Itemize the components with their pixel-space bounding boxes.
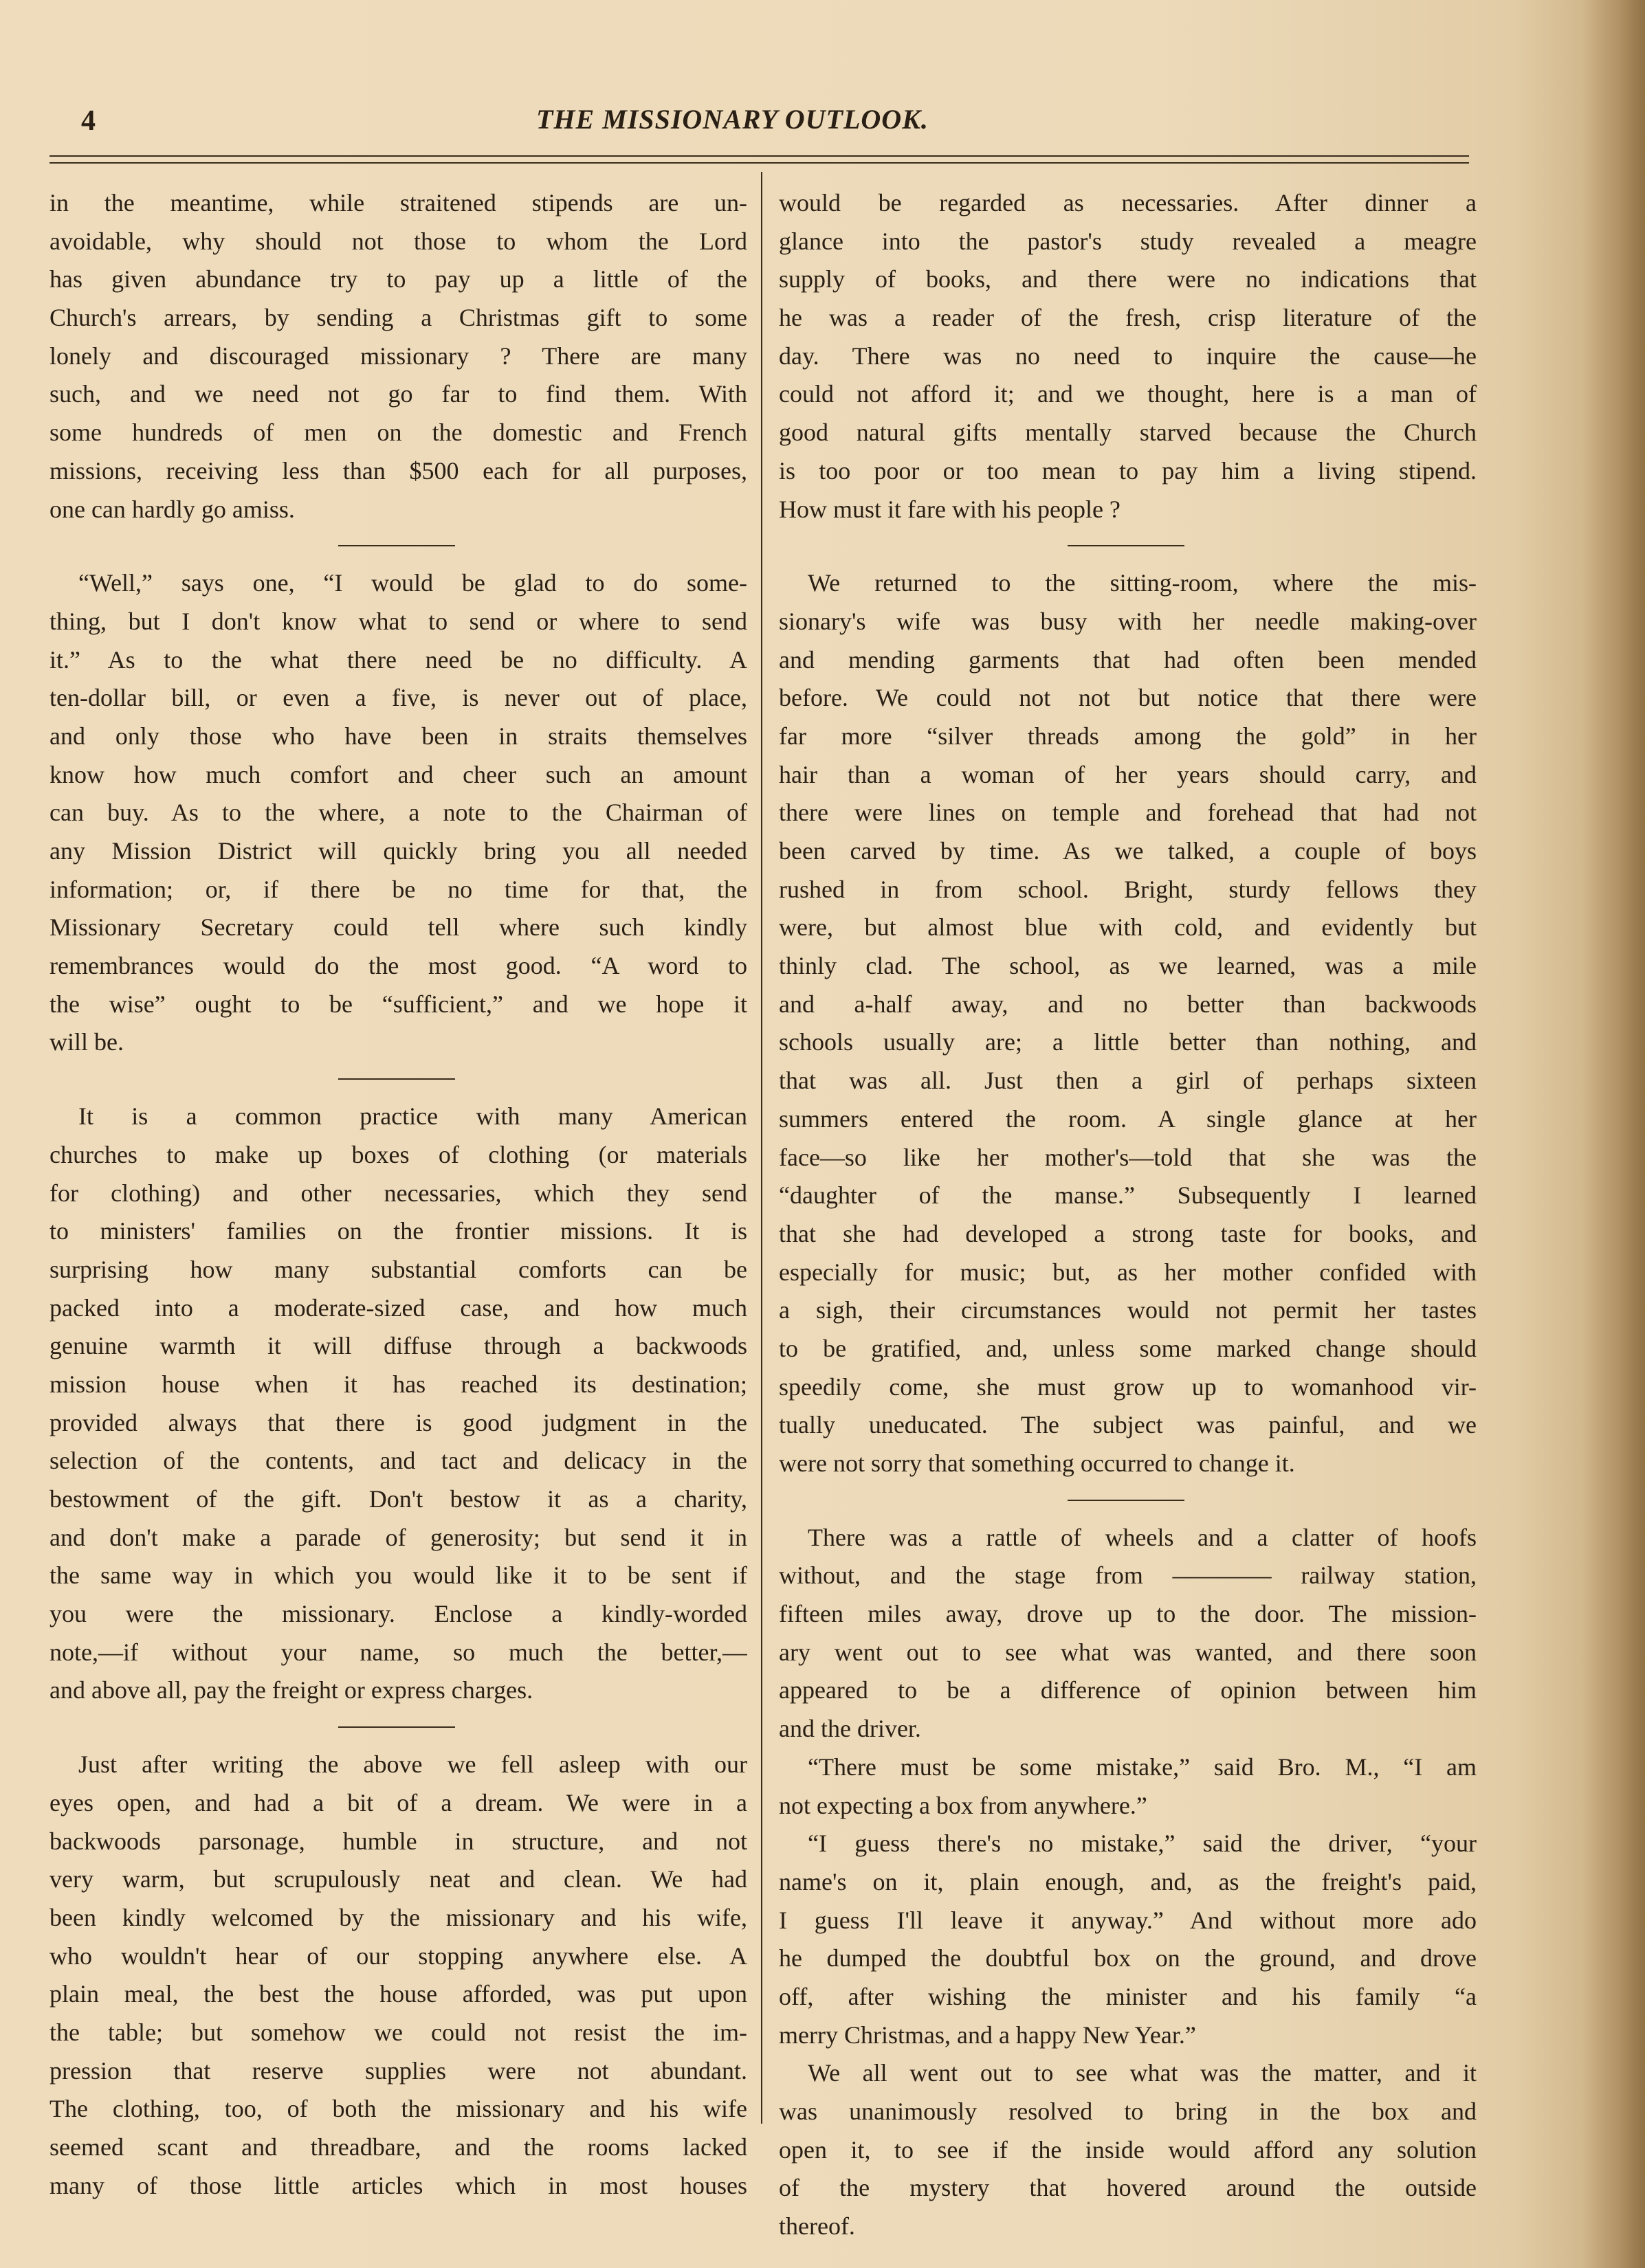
text-line: many of those little articles which in most houses bbox=[49, 2171, 747, 2199]
text-line: thing, but I don't know what to send or where to send bbox=[49, 607, 747, 635]
text-line: will be. bbox=[49, 1028, 124, 1056]
section-separator bbox=[49, 529, 747, 564]
text-line: off, after wishing the minister and his family “a bbox=[779, 1982, 1477, 2010]
section-separator bbox=[49, 1710, 747, 1746]
text-line: name's on it, plain enough, and, as the freight's paid, bbox=[779, 1867, 1477, 1895]
text-line: hair than a woman of her years should carry, and bbox=[779, 760, 1477, 788]
text-line: not expecting a box from anywhere.” bbox=[779, 1791, 1147, 1819]
column-divider bbox=[761, 172, 762, 2124]
text-line: and mending garments that had often been mended bbox=[779, 645, 1477, 674]
section-separator bbox=[49, 1062, 747, 1098]
text-line: note,—if without your name, so much the better,— bbox=[49, 1638, 747, 1666]
text-line: of the mystery that hovered around the outside bbox=[779, 2174, 1477, 2202]
page-number: 4 bbox=[81, 105, 96, 137]
text-line: has given abundance try to pay up a little of the bbox=[49, 265, 747, 293]
text-line: summers entered the room. A single glance at her bbox=[779, 1104, 1477, 1133]
section-separator bbox=[779, 529, 1477, 564]
text-line: How must it fare with his people ? bbox=[779, 495, 1120, 523]
text-line: who wouldn't hear of our stopping anywhere else. A bbox=[49, 1942, 747, 1970]
text-line: could not afford it; and we thought, here is a man of bbox=[779, 380, 1477, 408]
text-line: supply of books, and there were no indications that bbox=[779, 265, 1477, 293]
text-line: to ministers' families on the frontier missions. It is bbox=[49, 1217, 747, 1245]
running-title: THE MISSIONARY OUTLOOK. bbox=[536, 104, 929, 135]
text-line: I guess I'll leave it anyway.” And without more ado bbox=[779, 1906, 1477, 1934]
text-line: in the meantime, while straitened stipends are un- bbox=[49, 189, 747, 216]
text-line: you were the missionary. Enclose a kindly-worded bbox=[49, 1600, 747, 1628]
text-line: schools usually are; a little better than nothing, and bbox=[779, 1028, 1477, 1056]
text-line: he dumped the doubtful box on the ground, and drove bbox=[779, 1944, 1477, 1972]
text-line: eyes open, and had a bit of a dream. We were in a bbox=[49, 1788, 747, 1816]
text-line: were, but almost blue with cold, and evidently but bbox=[779, 913, 1477, 942]
text-line: missions, receiving less than $500 each for all purposes, bbox=[49, 456, 747, 485]
text-line: a sigh, their circumstances would not permit her tastes bbox=[779, 1296, 1477, 1324]
text-line: backwoods parsonage, humble in structure, and not bbox=[49, 1827, 747, 1855]
text-line: “There must be some mistake,” said Bro. M., “I am bbox=[808, 1753, 1477, 1781]
text-line: the wise” ought to be “sufficient,” and we hope it bbox=[49, 990, 747, 1018]
text-line: good natural gifts mentally starved because the Church bbox=[779, 419, 1477, 447]
text-line: was unanimously resolved to bring in the box and bbox=[779, 2098, 1477, 2125]
text-line: one can hardly go amiss. bbox=[49, 495, 295, 523]
text-line: packed into a moderate-sized case, and how much bbox=[49, 1293, 747, 1322]
text-line: “Well,” says one, “I would be glad to do some- bbox=[78, 569, 747, 597]
text-line: for clothing) and other necessaries, which they send bbox=[49, 1179, 747, 1207]
text-line: Just after writing the above we fell asleep with our bbox=[78, 1750, 747, 1779]
text-line: thinly clad. The school, as we learned, was a mile bbox=[779, 952, 1477, 980]
text-line: appeared to be a difference of opinion between him bbox=[779, 1676, 1477, 1704]
text-line: churches to make up boxes of clothing (or materials bbox=[49, 1140, 747, 1168]
text-line: selection of the contents, and tact and delicacy in the bbox=[49, 1447, 747, 1475]
text-line: It is a common practice with many American bbox=[78, 1102, 747, 1131]
text-line: tually uneducated. The subject was painful, and we bbox=[779, 1411, 1477, 1439]
text-line: it.” As to the what there need be no difficulty. A bbox=[49, 645, 747, 674]
text-line: pression that reserve supplies were not abundant. bbox=[49, 2056, 747, 2084]
text-line: such, and we need not go far to find them. With bbox=[49, 380, 747, 408]
text-line: open it, to see if the inside would afford any solution bbox=[779, 2135, 1477, 2164]
text-line: There was a rattle of wheels and a clatter of hoofs bbox=[808, 1523, 1477, 1551]
text-line: seemed scant and threadbare, and the rooms lacked bbox=[49, 2133, 747, 2161]
text-line: the table; but somehow we could not resist the im- bbox=[49, 2018, 747, 2046]
text-line: Missionary Secretary could tell where such kindly bbox=[49, 913, 747, 942]
text-line: and don't make a parade of generosity; but send it in bbox=[49, 1523, 747, 1551]
text-line: We all went out to see what was the matter, and it bbox=[808, 2059, 1477, 2087]
text-line: and above all, pay the freight or express charges. bbox=[49, 1676, 533, 1704]
text-line: provided always that there is good judgment in the bbox=[49, 1408, 747, 1436]
text-line: were not sorry that something occurred to change it. bbox=[779, 1449, 1295, 1477]
text-line: thereof. bbox=[779, 2212, 855, 2241]
text-line: “daughter of the manse.” Subsequently I learned bbox=[779, 1181, 1477, 1210]
text-line: very warm, but scrupulously neat and clean. We had bbox=[49, 1865, 747, 1893]
text-line: and a-half away, and no better than backwoods bbox=[779, 990, 1477, 1018]
text-line: can buy. As to the where, a note to the Chairman of bbox=[49, 799, 747, 827]
text-line: mission house when it has reached its destination; bbox=[49, 1370, 747, 1398]
text-line: some hundreds of men on the domestic and French bbox=[49, 419, 747, 447]
text-line: day. There was no need to inquire the cause—he bbox=[779, 342, 1477, 370]
text-line: fifteen miles away, drove up to the door. The mission- bbox=[779, 1600, 1477, 1628]
text-line: sionary's wife was busy with her needle making-over bbox=[779, 607, 1477, 635]
header-rule-bottom bbox=[49, 162, 1469, 164]
text-line: there were lines on temple and forehead that had not bbox=[779, 799, 1477, 827]
text-line: information; or, if there be no time for that, the bbox=[49, 875, 747, 903]
text-line: avoidable, why should not those to whom the Lord bbox=[49, 227, 747, 255]
text-line: bestowment of the gift. Don't bestow it as a charity, bbox=[49, 1485, 747, 1513]
text-line: been carved by time. As we talked, a couple of boys bbox=[779, 837, 1477, 865]
text-line: is too poor or too mean to pay him a living stipend. bbox=[779, 456, 1477, 485]
text-line: rushed in from school. Bright, sturdy fellows they bbox=[779, 875, 1477, 903]
text-line: merry Christmas, and a happy New Year.” bbox=[779, 2021, 1196, 2049]
section-separator bbox=[779, 1483, 1477, 1519]
text-line: without, and the stage from ———— railway station, bbox=[779, 1561, 1477, 1590]
text-line: far more “silver threads among the gold” in her bbox=[779, 722, 1477, 750]
text-line: lonely and discouraged missionary ? There are many bbox=[49, 342, 747, 370]
left-column bbox=[49, 184, 747, 2205]
text-line: that was all. Just then a girl of perhaps sixteen bbox=[779, 1067, 1477, 1095]
text-line: The clothing, too, of both the missionary and his wife bbox=[49, 2095, 747, 2123]
text-line: plain meal, the best the house afforded, was put upon bbox=[49, 1980, 747, 2008]
text-line: especially for music; but, as her mother confided with bbox=[779, 1258, 1477, 1286]
text-line: and only those who have been in straits themselves bbox=[49, 722, 747, 750]
text-line: Church's arrears, by sending a Christmas gift to some bbox=[49, 304, 747, 332]
text-line: he was a reader of the fresh, crisp literature of the bbox=[779, 304, 1477, 332]
text-line: to be gratified, and, unless some marked change should bbox=[779, 1334, 1477, 1362]
text-line: remembrances would do the most good. “A word to bbox=[49, 952, 747, 980]
text-line: “I guess there's no mistake,” said the driver, “your bbox=[808, 1830, 1477, 1858]
text-line: face—so like her mother's—told that she was the bbox=[779, 1143, 1477, 1171]
text-line: before. We could not not but notice that there were bbox=[779, 684, 1477, 712]
text-line: genuine warmth it will diffuse through a backwoods bbox=[49, 1332, 747, 1360]
text-line: that she had developed a strong taste for books, and bbox=[779, 1219, 1477, 1247]
text-line: ten-dollar bill, or even a five, is never out of place, bbox=[49, 684, 747, 712]
text-line: the same way in which you would like it to be sent if bbox=[49, 1561, 747, 1590]
text-line: ary went out to see what was wanted, and there soon bbox=[779, 1638, 1477, 1666]
page-edge-shadow bbox=[1581, 0, 1645, 2268]
text-line: would be regarded as necessaries. After dinner a bbox=[779, 189, 1477, 216]
text-line: been kindly welcomed by the missionary and his wife, bbox=[49, 1903, 747, 1931]
text-line: know how much comfort and cheer such an amount bbox=[49, 760, 747, 788]
text-line: surprising how many substantial comforts can be bbox=[49, 1255, 747, 1283]
text-line: We returned to the sitting-room, where the mis- bbox=[808, 569, 1477, 597]
text-line: glance into the pastor's study revealed a meagre bbox=[779, 227, 1477, 255]
text-line: speedily come, she must grow up to womanhood vir- bbox=[779, 1372, 1477, 1401]
text-line: and the driver. bbox=[779, 1715, 921, 1743]
header-rule-top bbox=[49, 155, 1469, 157]
right-column bbox=[779, 184, 1477, 2246]
text-line: any Mission District will quickly bring you all needed bbox=[49, 837, 747, 865]
